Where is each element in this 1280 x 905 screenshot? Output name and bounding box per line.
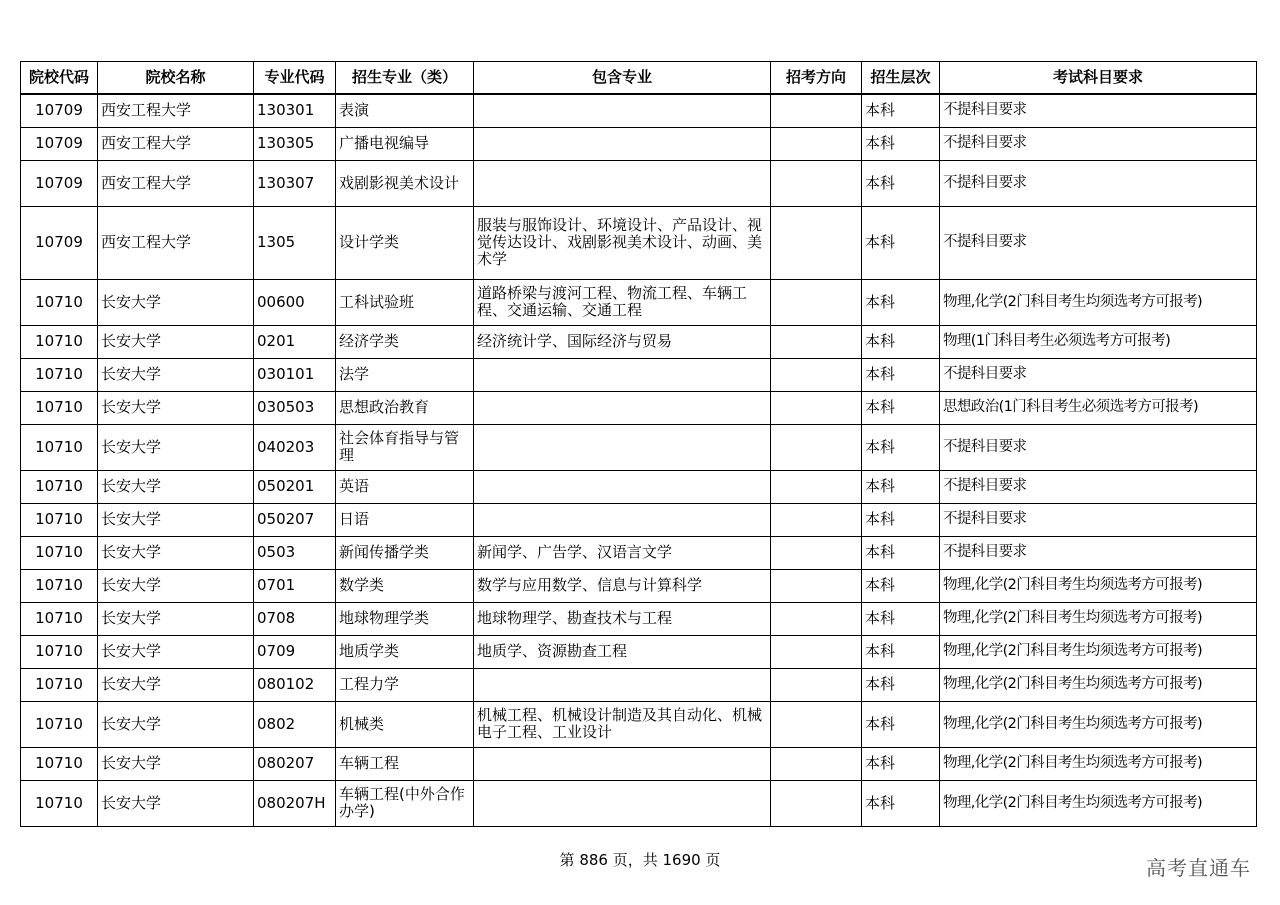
cell-included-majors <box>474 127 771 160</box>
cell-school-name: 长安大学 <box>98 536 254 569</box>
cell-school-name: 长安大学 <box>98 391 254 424</box>
cell-school-code: 10709 <box>21 127 98 160</box>
cell-level: 本科 <box>862 160 940 206</box>
cell-subject-requirements: 物理,化学(2门科目考生均须选考方可报考) <box>940 602 1257 635</box>
cell-included-majors: 新闻学、广告学、汉语言文学 <box>474 536 771 569</box>
cell-school-name: 西安工程大学 <box>98 94 254 127</box>
cell-major-code: 1305 <box>254 206 336 279</box>
cell-subject-requirements: 物理,化学(2门科目考生均须选考方可报考) <box>940 668 1257 701</box>
cell-school-name: 西安工程大学 <box>98 160 254 206</box>
table-header-row <box>21 62 1257 95</box>
header-subject-requirements: 考试科目要求 <box>940 62 1257 95</box>
cell-included-majors <box>474 668 771 701</box>
cell-subject-requirements: 不提科目要求 <box>940 206 1257 279</box>
cell-subject-requirements: 不提科目要求 <box>940 94 1257 127</box>
cell-school-name: 长安大学 <box>98 780 254 826</box>
cell-major: 经济学类 <box>336 325 474 358</box>
cell-school-name: 长安大学 <box>98 569 254 602</box>
cell-major: 戏剧影视美术设计 <box>336 160 474 206</box>
header-school-name: 院校名称 <box>98 62 254 95</box>
cell-major-code: 130301 <box>254 94 336 127</box>
cell-subject-requirements: 不提科目要求 <box>940 160 1257 206</box>
cell-included-majors: 地球物理学、勘查技术与工程 <box>474 602 771 635</box>
table-row <box>21 747 1257 780</box>
cell-school-code: 10709 <box>21 94 98 127</box>
cell-subject-requirements: 物理,化学(2门科目考生均须选考方可报考) <box>940 569 1257 602</box>
cell-major-code: 0709 <box>254 635 336 668</box>
cell-school-code: 10709 <box>21 206 98 279</box>
cell-subject-requirements: 物理,化学(2门科目考生均须选考方可报考) <box>940 701 1257 747</box>
cell-school-name: 长安大学 <box>98 503 254 536</box>
cell-direction <box>771 503 862 536</box>
cell-major: 法学 <box>336 358 474 391</box>
cell-major: 机械类 <box>336 701 474 747</box>
cell-school-code: 10710 <box>21 358 98 391</box>
cell-direction <box>771 424 862 470</box>
cell-included-majors: 地质学、资源勘查工程 <box>474 635 771 668</box>
table-row <box>21 536 1257 569</box>
cell-included-majors <box>474 747 771 780</box>
cell-major-code: 030101 <box>254 358 336 391</box>
cell-major: 社会体育指导与管理 <box>336 424 474 470</box>
cell-level: 本科 <box>862 206 940 279</box>
cell-subject-requirements: 不提科目要求 <box>940 358 1257 391</box>
table-row <box>21 94 1257 127</box>
cell-major-code: 040203 <box>254 424 336 470</box>
table-row <box>21 127 1257 160</box>
cell-level: 本科 <box>862 325 940 358</box>
header-direction: 招考方向 <box>771 62 862 95</box>
cell-level: 本科 <box>862 279 940 325</box>
cell-school-code: 10710 <box>21 279 98 325</box>
cell-major-code: 0201 <box>254 325 336 358</box>
table-row <box>21 503 1257 536</box>
cell-direction <box>771 470 862 503</box>
header-major: 招生专业（类） <box>336 62 474 95</box>
cell-included-majors: 经济统计学、国际经济与贸易 <box>474 325 771 358</box>
cell-major: 思想政治教育 <box>336 391 474 424</box>
cell-level: 本科 <box>862 503 940 536</box>
table-row <box>21 358 1257 391</box>
cell-subject-requirements: 不提科目要求 <box>940 424 1257 470</box>
cell-school-code: 10710 <box>21 602 98 635</box>
cell-major-code: 050207 <box>254 503 336 536</box>
table-row <box>21 635 1257 668</box>
cell-school-code: 10710 <box>21 780 98 826</box>
cell-included-majors <box>474 160 771 206</box>
cell-major: 工科试验班 <box>336 279 474 325</box>
cell-major-code: 080207H <box>254 780 336 826</box>
cell-direction <box>771 127 862 160</box>
cell-included-majors: 道路桥梁与渡河工程、物流工程、车辆工程、交通运输、交通工程 <box>474 279 771 325</box>
cell-major: 工程力学 <box>336 668 474 701</box>
cell-school-code: 10710 <box>21 424 98 470</box>
cell-direction <box>771 668 862 701</box>
table-row <box>21 701 1257 747</box>
header-level: 招生层次 <box>862 62 940 95</box>
cell-subject-requirements: 物理,化学(2门科目考生均须选考方可报考) <box>940 780 1257 826</box>
table-row <box>21 424 1257 470</box>
cell-major-code: 130307 <box>254 160 336 206</box>
cell-major-code: 050201 <box>254 470 336 503</box>
cell-direction <box>771 602 862 635</box>
cell-school-code: 10710 <box>21 569 98 602</box>
table-row <box>21 391 1257 424</box>
cell-level: 本科 <box>862 536 940 569</box>
cell-included-majors: 数学与应用数学、信息与计算科学 <box>474 569 771 602</box>
cell-major-code: 030503 <box>254 391 336 424</box>
cell-major: 地球物理学类 <box>336 602 474 635</box>
cell-major: 地质学类 <box>336 635 474 668</box>
page-number: 第 886 页，共 1690 页 <box>559 851 721 869</box>
cell-school-name: 长安大学 <box>98 602 254 635</box>
cell-subject-requirements: 思想政治(1门科目考生必须选考方可报考) <box>940 391 1257 424</box>
cell-subject-requirements: 物理,化学(2门科目考生均须选考方可报考) <box>940 635 1257 668</box>
cell-level: 本科 <box>862 602 940 635</box>
cell-major-code: 00600 <box>254 279 336 325</box>
cell-level: 本科 <box>862 569 940 602</box>
cell-major-code: 0802 <box>254 701 336 747</box>
cell-included-majors <box>474 503 771 536</box>
cell-level: 本科 <box>862 470 940 503</box>
table-row <box>21 602 1257 635</box>
cell-level: 本科 <box>862 391 940 424</box>
cell-level: 本科 <box>862 94 940 127</box>
cell-level: 本科 <box>862 747 940 780</box>
cell-major-code: 080102 <box>254 668 336 701</box>
table-row <box>21 160 1257 206</box>
table-row <box>21 279 1257 325</box>
cell-major: 数学类 <box>336 569 474 602</box>
cell-included-majors <box>474 424 771 470</box>
cell-school-code: 10710 <box>21 747 98 780</box>
cell-school-code: 10709 <box>21 160 98 206</box>
cell-direction <box>771 160 862 206</box>
cell-major: 英语 <box>336 470 474 503</box>
cell-subject-requirements: 不提科目要求 <box>940 470 1257 503</box>
header-school-code: 院校代码 <box>21 62 98 95</box>
cell-school-name: 长安大学 <box>98 358 254 391</box>
cell-level: 本科 <box>862 780 940 826</box>
cell-subject-requirements: 物理(1门科目考生必须选考方可报考) <box>940 325 1257 358</box>
cell-subject-requirements: 不提科目要求 <box>940 503 1257 536</box>
cell-school-name: 西安工程大学 <box>98 127 254 160</box>
table-row <box>21 780 1257 826</box>
cell-major-code: 0708 <box>254 602 336 635</box>
cell-major: 车辆工程(中外合作办学) <box>336 780 474 826</box>
cell-school-name: 长安大学 <box>98 424 254 470</box>
cell-level: 本科 <box>862 424 940 470</box>
cell-school-code: 10710 <box>21 635 98 668</box>
cell-school-code: 10710 <box>21 701 98 747</box>
watermark-logo: 高考直通车 <box>1146 856 1251 880</box>
cell-school-name: 长安大学 <box>98 635 254 668</box>
cell-major-code: 080207 <box>254 747 336 780</box>
cell-direction <box>771 569 862 602</box>
cell-school-code: 10710 <box>21 503 98 536</box>
cell-school-code: 10710 <box>21 391 98 424</box>
cell-major: 表演 <box>336 94 474 127</box>
cell-school-name: 长安大学 <box>98 325 254 358</box>
cell-level: 本科 <box>862 635 940 668</box>
cell-direction <box>771 747 862 780</box>
cell-school-code: 10710 <box>21 536 98 569</box>
cell-major-code: 0503 <box>254 536 336 569</box>
cell-major: 设计学类 <box>336 206 474 279</box>
cell-major: 新闻传播学类 <box>336 536 474 569</box>
admission-table <box>20 61 1257 827</box>
cell-school-code: 10710 <box>21 668 98 701</box>
cell-level: 本科 <box>862 668 940 701</box>
table-body <box>21 94 1257 826</box>
cell-included-majors <box>474 470 771 503</box>
cell-school-name: 长安大学 <box>98 747 254 780</box>
cell-school-name: 长安大学 <box>98 701 254 747</box>
table-row <box>21 325 1257 358</box>
cell-level: 本科 <box>862 127 940 160</box>
cell-direction <box>771 635 862 668</box>
table-row <box>21 569 1257 602</box>
table-row <box>21 668 1257 701</box>
cell-school-name: 西安工程大学 <box>98 206 254 279</box>
cell-subject-requirements: 不提科目要求 <box>940 536 1257 569</box>
cell-major-code: 130305 <box>254 127 336 160</box>
cell-direction <box>771 94 862 127</box>
cell-school-name: 长安大学 <box>98 668 254 701</box>
cell-level: 本科 <box>862 358 940 391</box>
cell-included-majors <box>474 391 771 424</box>
cell-direction <box>771 279 862 325</box>
cell-major-code: 0701 <box>254 569 336 602</box>
header-major-code: 专业代码 <box>254 62 336 95</box>
cell-included-majors <box>474 780 771 826</box>
cell-school-code: 10710 <box>21 470 98 503</box>
cell-subject-requirements: 不提科目要求 <box>940 127 1257 160</box>
header-included-majors: 包含专业 <box>474 62 771 95</box>
cell-school-code: 10710 <box>21 325 98 358</box>
cell-major: 广播电视编导 <box>336 127 474 160</box>
cell-direction <box>771 701 862 747</box>
cell-major: 日语 <box>336 503 474 536</box>
cell-subject-requirements: 物理,化学(2门科目考生均须选考方可报考) <box>940 747 1257 780</box>
cell-included-majors <box>474 358 771 391</box>
cell-direction <box>771 358 862 391</box>
cell-subject-requirements: 物理,化学(2门科目考生均须选考方可报考) <box>940 279 1257 325</box>
cell-included-majors: 服装与服饰设计、环境设计、产品设计、视觉传达设计、戏剧影视美术设计、动画、美术学 <box>474 206 771 279</box>
table-row <box>21 470 1257 503</box>
cell-level: 本科 <box>862 701 940 747</box>
cell-direction <box>771 325 862 358</box>
cell-direction <box>771 206 862 279</box>
cell-school-name: 长安大学 <box>98 470 254 503</box>
cell-major: 车辆工程 <box>336 747 474 780</box>
cell-included-majors: 机械工程、机械设计制造及其自动化、机械电子工程、工业设计 <box>474 701 771 747</box>
cell-direction <box>771 391 862 424</box>
cell-school-name: 长安大学 <box>98 279 254 325</box>
table-row <box>21 206 1257 279</box>
cell-included-majors <box>474 94 771 127</box>
cell-direction <box>771 780 862 826</box>
cell-direction <box>771 536 862 569</box>
